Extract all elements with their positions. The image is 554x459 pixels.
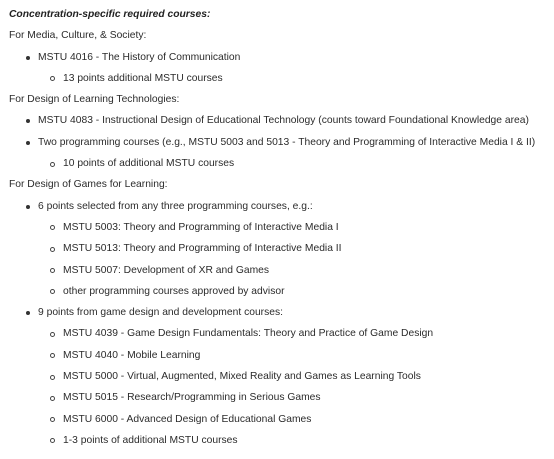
sub-list-item: MSTU 5003: Theory and Programming of Interactive Media I [9, 217, 553, 238]
sub-list-item: 13 points additional MSTU courses [9, 68, 553, 89]
sub-list-item: MSTU 4040 - Mobile Learning [9, 345, 553, 366]
sub-list-item: MSTU 6000 - Advanced Design of Educational Games [9, 409, 553, 430]
list-item: 9 points from game design and development courses: [9, 302, 553, 323]
sub-list-item: MSTU 5007: Development of XR and Games [9, 260, 553, 281]
sub-list-item: MSTU 5000 - Virtual, Augmented, Mixed Reality and Games as Learning Tools [9, 366, 553, 387]
course-requirements [9, 4, 553, 451]
sub-list-item: MSTU 4039 - Game Design Fundamentals: Theory and Practice of Game Design [9, 323, 553, 344]
list-item: 6 points selected from any three programming courses, e.g.: [9, 196, 553, 217]
concentration-title-media: For Media, Culture, & Society: [9, 30, 147, 42]
concentration-title-games: For Design of Games for Learning: [9, 179, 168, 191]
sub-list-item: 1-3 points of additional MSTU courses [9, 430, 553, 451]
list-item: MSTU 4016 - The History of Communication [9, 47, 553, 68]
sub-list-item: other programming courses approved by advisor [9, 281, 553, 302]
sub-list-item: 10 points of additional MSTU courses [9, 153, 553, 174]
sub-list-item: MSTU 5013: Theory and Programming of Interactive Media II [9, 238, 553, 259]
list-item: Two programming courses (e.g., MSTU 5003 and 5013 - Theory and Programming of Interactive Media I & II) [9, 132, 553, 153]
section-heading: Concentration-specific required courses: [9, 9, 211, 20]
list-item: MSTU 4083 - Instructional Design of Educational Technology (counts toward Foundational Knowledge area) [9, 110, 553, 131]
concentration-title-design-tech: For Design of Learning Technologies: [9, 94, 180, 106]
sub-list-item: MSTU 5015 - Research/Programming in Serious Games [9, 387, 553, 408]
